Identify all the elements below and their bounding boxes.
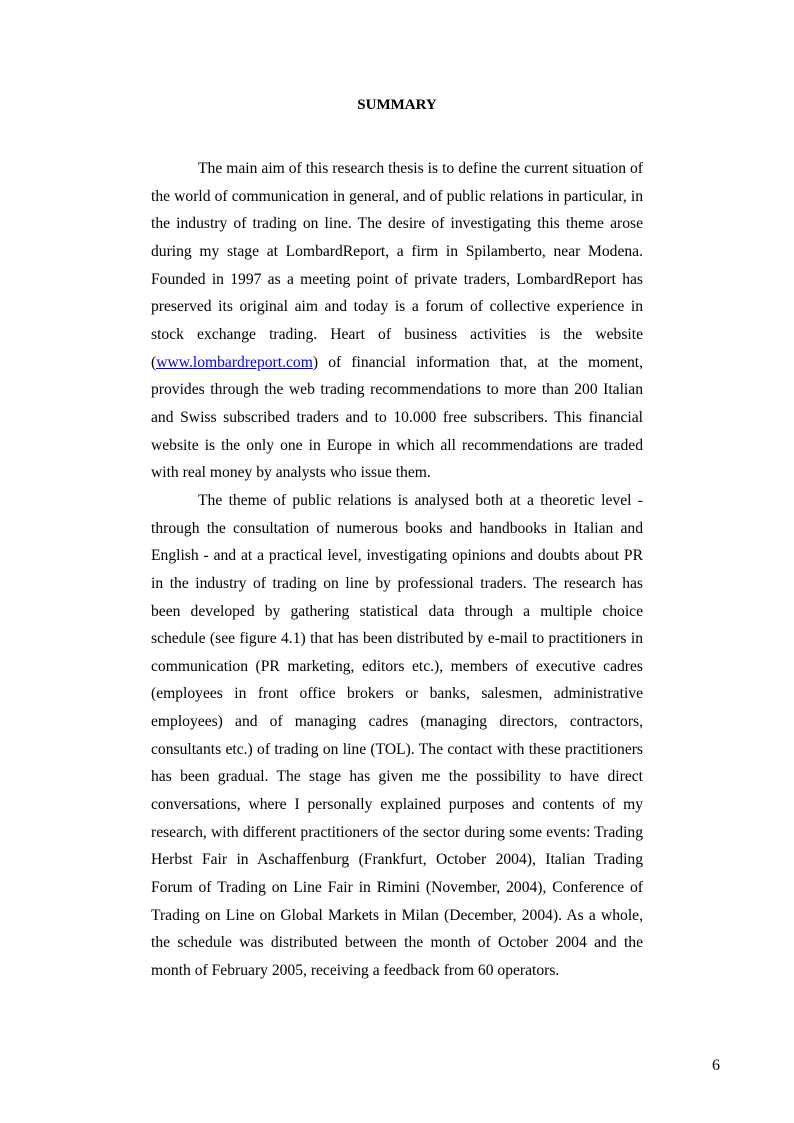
page-title: SUMMARY — [357, 97, 437, 113]
page-number: 6 — [712, 1057, 720, 1074]
summary-body — [151, 155, 643, 985]
paragraph-1-text-after-link: ) of financial information that, at the moment, provides through the web trading recommendations to more than 200 Italian and Swiss subscribed traders and to 10.000 free subscribers. This financial website is the only one in Europe in which all recommendations are traded with real money by analysts who issue them. — [151, 353, 643, 482]
paragraph-1-text-before-link: The main aim of this research thesis is to define the current situation of the world of communication in general, and of public relations in particular, in the industry of trading on line. The desire of investigating this theme arose during my stage at LombardReport, a firm in Spilamberto, near Modena. Founded in 1997 as a meeting point of private traders, LombardReport has preserved its original aim and today is a forum of collective experience in stock exchange trading. Heart of business activities is the website ( — [151, 160, 643, 371]
paragraph-2: The theme of public relations is analysed both at a theoretic level - through the consultation of numerous books and handbooks in Italian and English - and at a practical level, investigating opinions and doubts about PR in the industry of trading on line by professional traders. The research has been developed by gathering statistical data through a multiple choice schedule (see figure 4.1) that has been distributed by e-mail to practitioners in communication (PR marketing, editors etc.), members of executive cadres (employees in front office brokers or banks, salesmen, administrative employees) and of managing cadres (managing directors, contractors, consultants etc.) of trading on line (TOL). The contact with these practitioners has been gradual. The stage has given me the possibility to have direct conversations, where I personally explained purposes and contents of my research, with different practitioners of the sector during some events: Trading Herbst Fair in Aschaffenburg (Frankfurt, October 2004), Italian Trading Forum of Trading on Line Fair in Rimini (November, 2004), Conference of Trading on Line on Global Markets in Milan (December, 2004). As a whole, the schedule was distributed between the month of October 2004 and the month of February 2005, receiving a feedback from 60 operators. — [151, 491, 643, 980]
paragraph-1 — [151, 155, 643, 487]
website-link[interactable]: www.lombardreport.com — [156, 353, 313, 371]
